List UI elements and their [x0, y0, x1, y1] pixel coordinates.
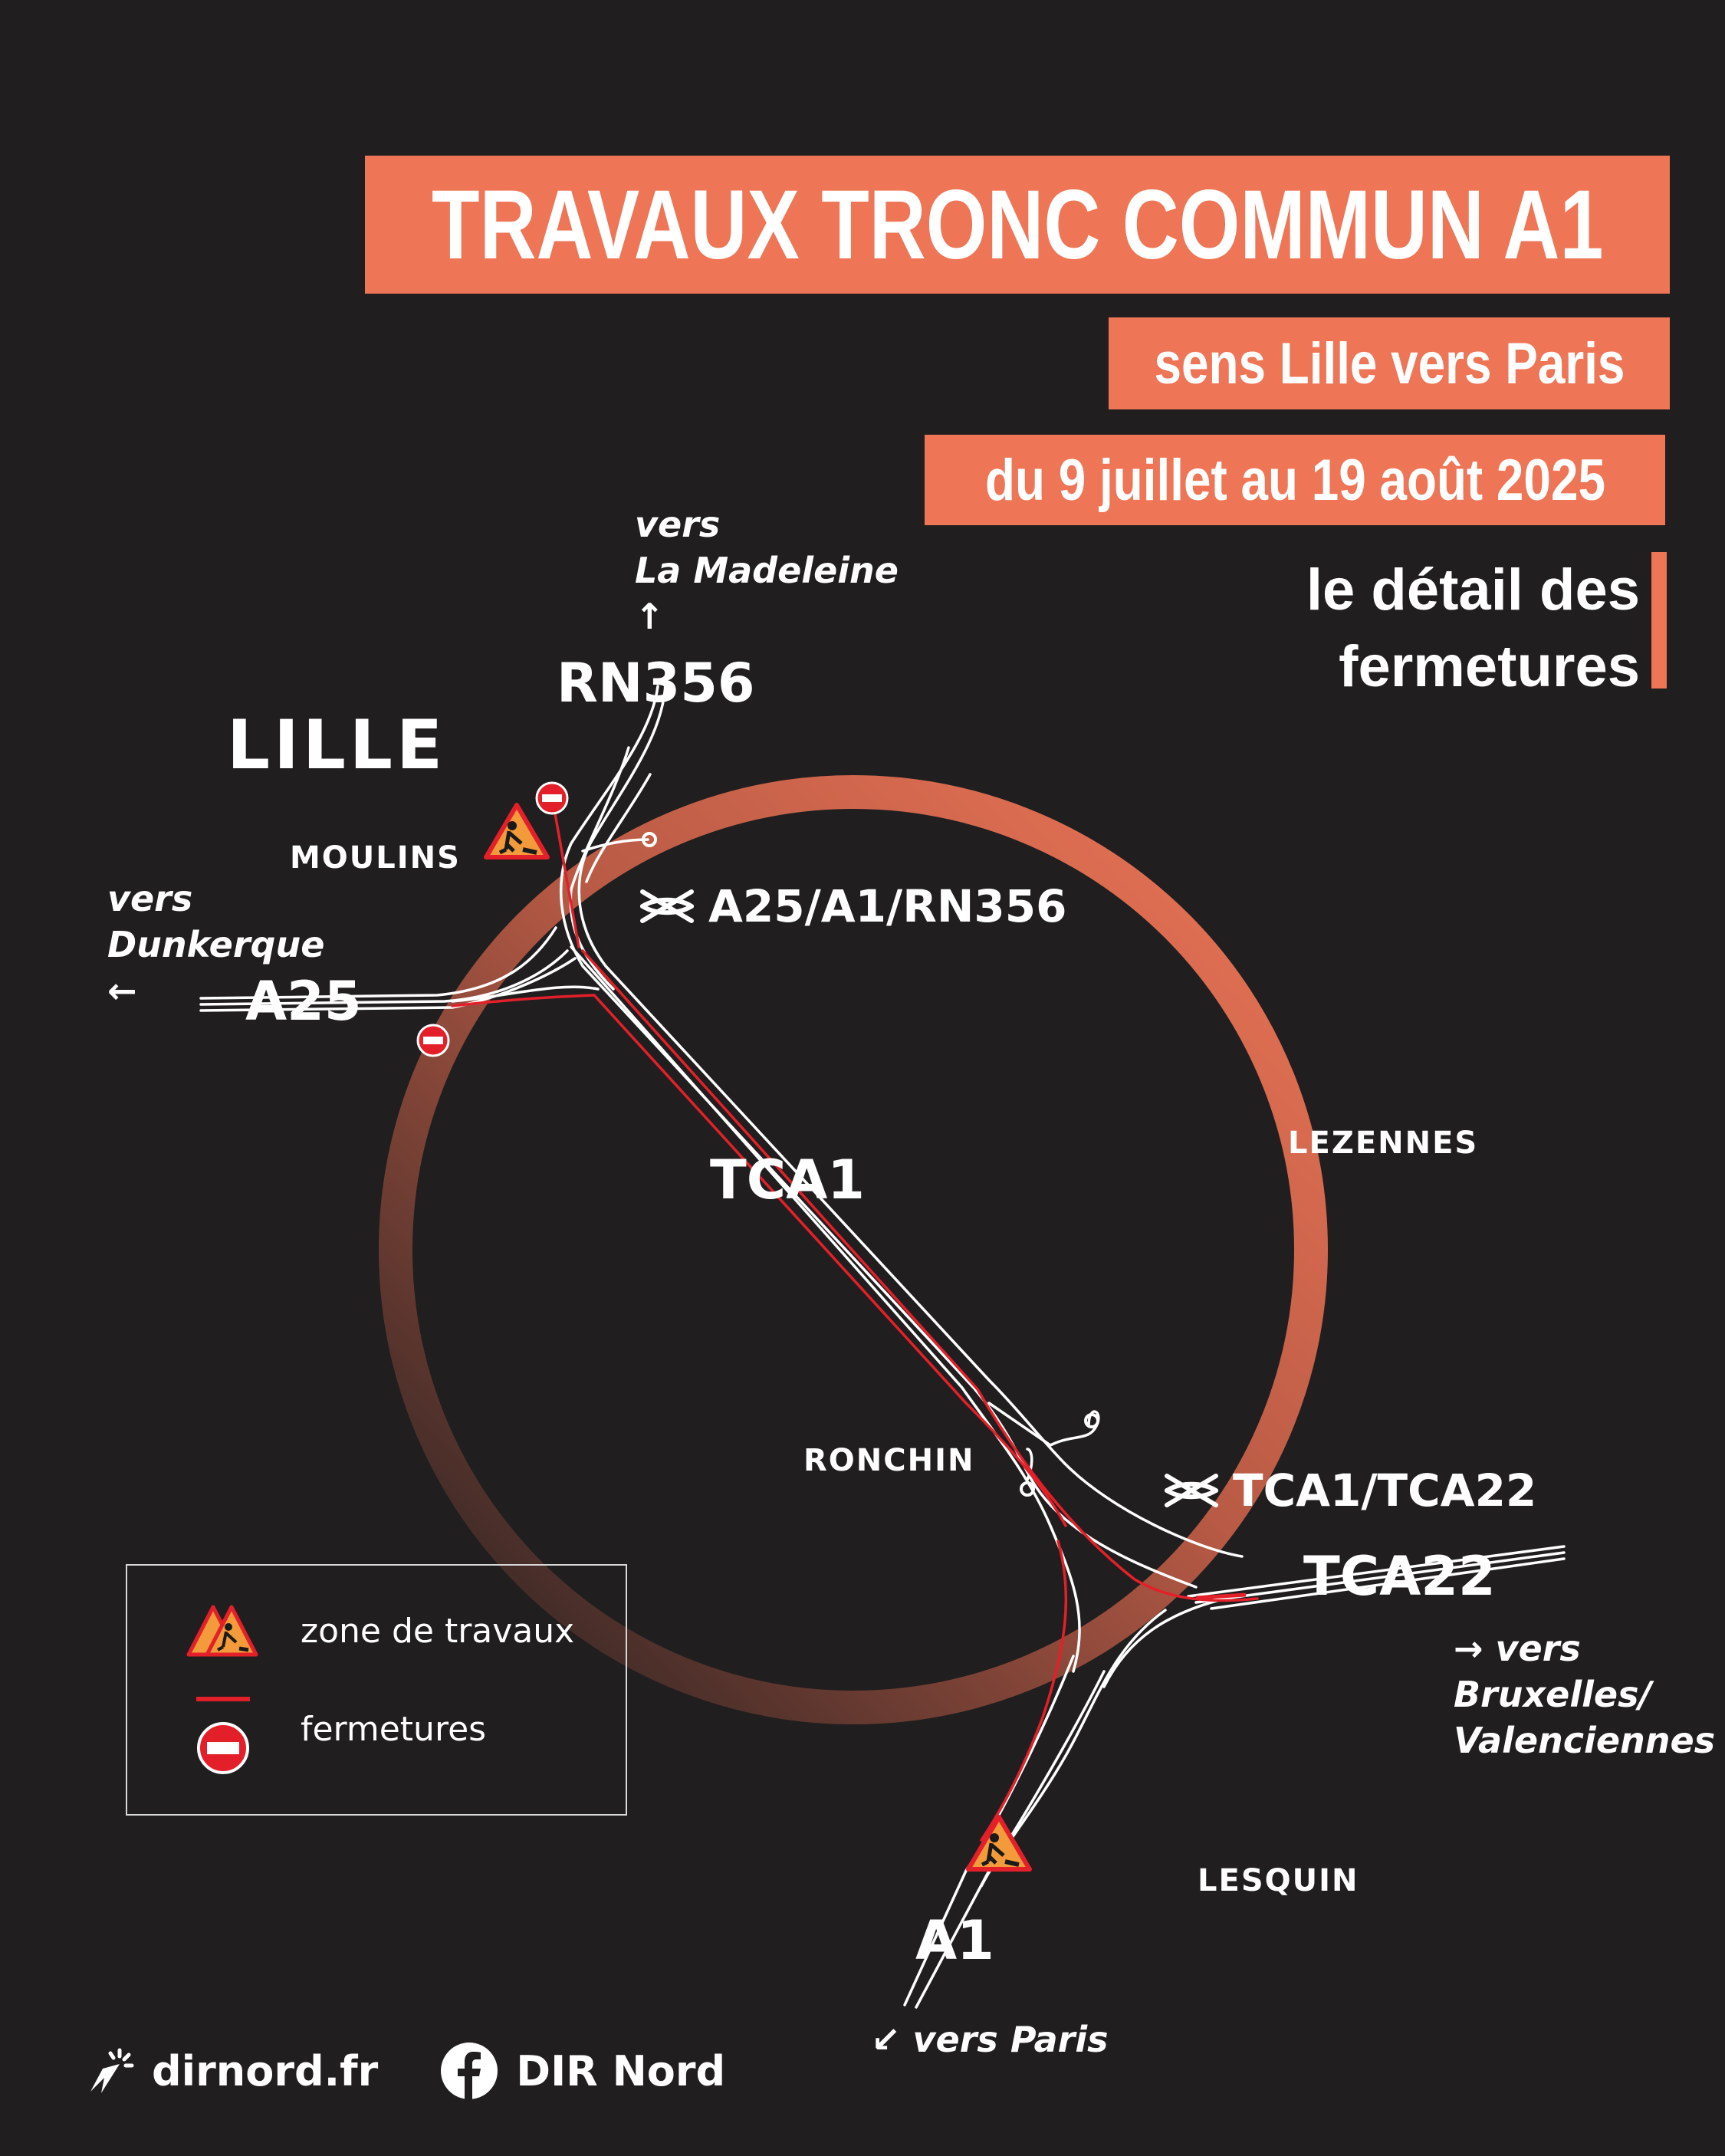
direction-bruxelles	[1454, 1625, 1715, 1763]
junction-south	[1162, 1464, 1536, 1517]
footer	[84, 2041, 725, 2101]
date-label: du 9 juillet au 19 août 2025	[984, 447, 1605, 513]
legend-label-closures: fermetures	[301, 1710, 487, 1749]
road-label-tca22: TCA22	[1303, 1545, 1496, 1608]
map-legend	[126, 1564, 627, 1816]
direction-madeleine	[635, 501, 899, 639]
interchange-icon	[638, 887, 696, 925]
page-title: TRAVAUX TRONC COMMUN A1	[431, 169, 1604, 280]
roadworks-sign-icon	[186, 1602, 262, 1664]
road-label-a1: A1	[915, 1909, 994, 1972]
direction-dunkerque	[107, 876, 324, 1014]
no-entry-icon	[537, 783, 567, 813]
junction-label-north: A25/A1/RN356	[708, 880, 1067, 932]
road-label-tca1: TCA1	[710, 1149, 866, 1211]
place-label-ronchin: RONCHIN	[803, 1443, 975, 1478]
interchange-icon	[1162, 1471, 1221, 1510]
junction-north	[638, 880, 1066, 932]
no-entry-icon	[196, 1694, 250, 1779]
legend-label-works: zone de travaux	[301, 1612, 575, 1651]
no-entry-icon	[418, 1025, 449, 1056]
place-label-moulins: MOULINS	[290, 840, 461, 876]
detail-line-2: fermetures	[1339, 634, 1640, 699]
direction-madeleine-line1: vers	[635, 504, 721, 545]
facebook-link[interactable]: DIR Nord	[516, 2046, 726, 2095]
road-label-rn356: RN356	[557, 652, 755, 715]
detail-line-1: le détail des	[1306, 557, 1640, 623]
city-label-lille: LILLE	[227, 705, 447, 784]
junction-label-south: TCA1/TCA22	[1233, 1464, 1537, 1517]
facebook-icon	[439, 2041, 499, 2101]
direction-paris: ↙ vers Paris	[871, 2019, 1109, 2060]
direction-madeleine-line2: La Madeleine	[635, 550, 899, 591]
footer-website[interactable]	[84, 2046, 378, 2096]
place-label-lezennes: LEZENNES	[1288, 1126, 1479, 1161]
direction-bruxelles-line1: → vers	[1454, 1628, 1581, 1669]
direction-bruxelles-line3: Valenciennes	[1454, 1720, 1716, 1761]
arrow-up-icon: ↑	[635, 596, 665, 637]
road-label-a25: A25	[245, 970, 362, 1033]
direction-bruxelles-line2: Bruxelles/	[1454, 1674, 1652, 1715]
website-link[interactable]: dirnord.fr	[152, 2046, 379, 2095]
footer-facebook[interactable]	[439, 2041, 725, 2101]
roadworks-sign-icon	[486, 805, 547, 857]
direction-dunkerque-line2: Dunkerque	[107, 924, 325, 965]
direction-dunkerque-line1: vers	[107, 878, 193, 919]
cursor-click-icon	[84, 2046, 135, 2096]
place-label-lesquin: LESQUIN	[1198, 1863, 1359, 1898]
direction-label: sens Lille vers Paris	[1154, 330, 1625, 396]
arrow-left-icon: ←	[107, 970, 137, 1011]
